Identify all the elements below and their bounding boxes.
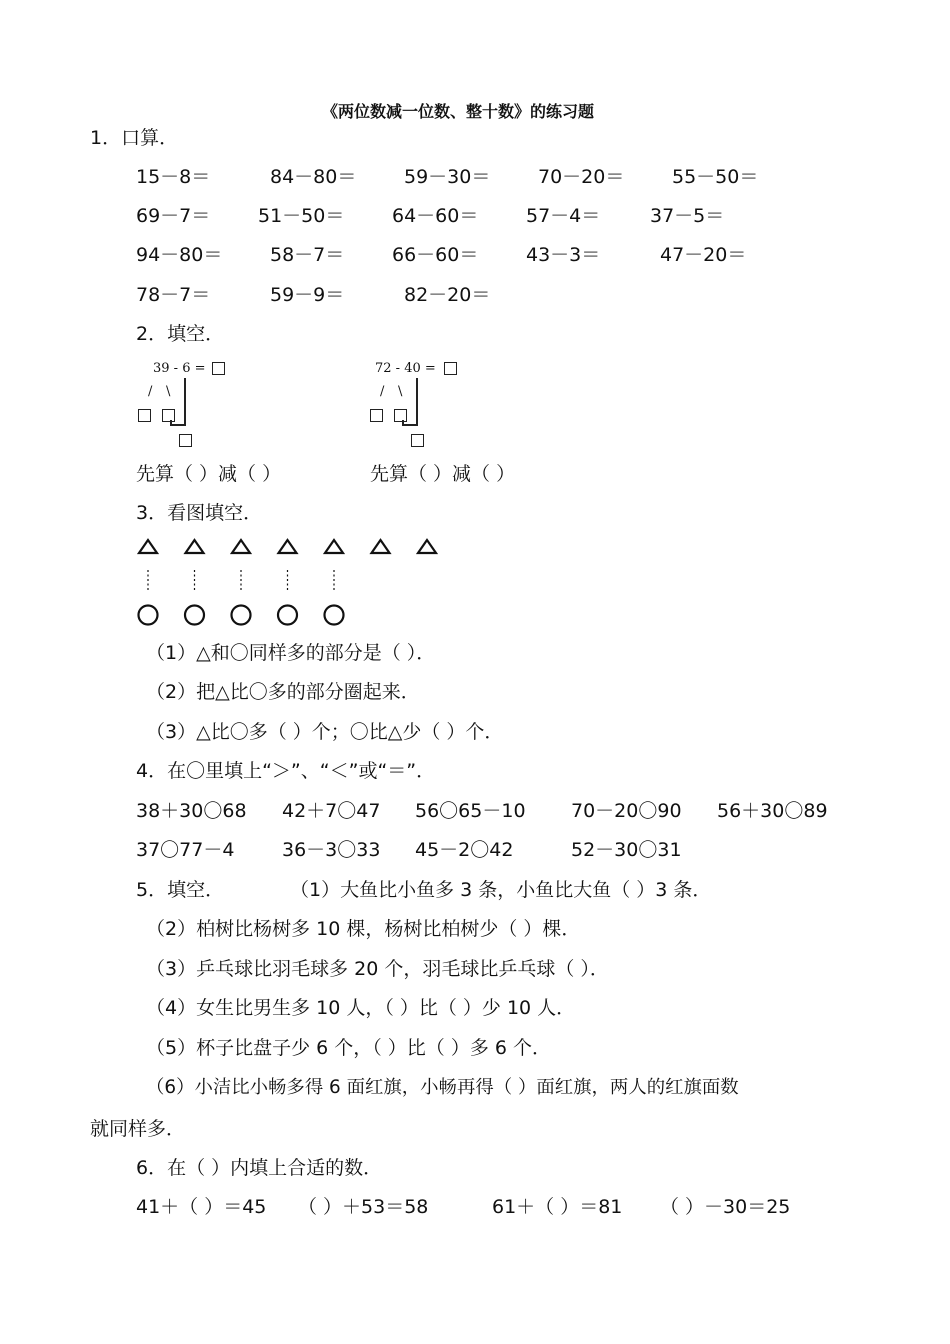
bracket-line [402, 424, 418, 426]
answer-box[interactable] [212, 362, 225, 375]
compare-item: 52－30〇31 [571, 839, 682, 861]
exercise-item: 37－5＝ [650, 205, 725, 227]
exercise-item: 82－20＝ [404, 284, 491, 306]
bracket-line [170, 424, 186, 426]
circle-row [139, 606, 344, 625]
answer-box[interactable] [444, 362, 457, 375]
exercise-item: 64－60＝ [392, 205, 479, 227]
triangle-icon [372, 540, 390, 553]
section-4-heading: 4．在〇里填上“＞”、“＜”或“＝”． [136, 760, 436, 782]
exercise-item: 15－8＝ [136, 166, 211, 188]
diagram-expression: 39 - 6 = [153, 361, 206, 376]
split-box-tens[interactable] [370, 409, 383, 422]
exercise-item: 57－4＝ [526, 205, 601, 227]
question-5-4: （4）女生比男生多 10 人，（ ）比（ ）少 10 人． [146, 997, 576, 1019]
exercise-item: 55－50＝ [672, 166, 759, 188]
split-box-ones[interactable] [394, 409, 407, 422]
split-box-ones[interactable] [162, 409, 175, 422]
exercise-item: 47－20＝ [660, 244, 747, 266]
dotted-connector-row [148, 570, 334, 590]
question-5-6-continued: 就同样多． [90, 1118, 186, 1140]
triangle-icon [232, 540, 250, 553]
exercise-item: 84－80＝ [270, 166, 357, 188]
compare-item: 42＋7〇47 [282, 800, 381, 822]
question-5-3: （3）乒乓球比羽毛球多 20 个，羽毛球比乒乓球（ ）． [146, 958, 609, 980]
calc-order-1: 先算（ ）减（ ） [136, 463, 282, 485]
circle-icon [232, 606, 251, 625]
compare-item: 45－2〇42 [415, 839, 514, 861]
split-slash-left-icon: / [148, 384, 153, 399]
bracket-line [416, 378, 418, 426]
circle-icon [278, 606, 297, 625]
triangle-icon [279, 540, 297, 553]
bracket-line [402, 420, 404, 426]
split-box-tens[interactable] [138, 409, 151, 422]
exercise-item: 94－80＝ [136, 244, 223, 266]
triangle-circle-figure [130, 534, 450, 630]
question-3-2: （2）把△比〇多的部分圈起来． [146, 681, 420, 703]
fill-blank-item: （ ）＋53＝58 [298, 1196, 429, 1218]
circle-icon [139, 606, 158, 625]
exercise-item: 43－3＝ [526, 244, 601, 266]
triangle-icon [325, 540, 343, 553]
exercise-item: 66－60＝ [392, 244, 479, 266]
compare-item: 36－3〇33 [282, 839, 381, 861]
triangle-icon [139, 540, 157, 553]
exercise-item: 51－50＝ [258, 205, 345, 227]
calc-order-2: 先算（ ）减（ ） [370, 463, 516, 485]
section-1-heading: 1．口算． [90, 127, 179, 149]
section-3-heading: 3．看图填空． [136, 502, 263, 524]
exercise-item: 59－9＝ [270, 284, 345, 306]
exercise-item: 78－7＝ [136, 284, 211, 306]
split-slash-left-icon: / [380, 384, 385, 399]
circle-icon [325, 606, 344, 625]
fill-blank-item: 61＋（ ）＝81 [492, 1196, 623, 1218]
question-5-6: （6）小洁比小畅多得 6 面红旗，小畅再得（ ）面红旗，两人的红旗面数 [146, 1077, 739, 1098]
section-2-heading: 2．填空． [136, 323, 225, 345]
triangle-icon [186, 540, 204, 553]
compare-item: 70－20〇90 [571, 800, 682, 822]
bracket-line [184, 378, 186, 426]
question-5-2: （2）柏树比杨树多 10 棵，杨树比柏树少（ ）棵． [146, 918, 581, 940]
exercise-item: 69－7＝ [136, 205, 211, 227]
triangle-icon [418, 540, 436, 553]
page-title: 《两位数减一位数、整十数》的练习题 [322, 102, 595, 121]
question-5-5: （5）杯子比盘子少 6 个，（ ）比（ ）多 6 个． [146, 1037, 552, 1059]
split-slash-right-icon: \ [166, 384, 171, 399]
exercise-item: 58－7＝ [270, 244, 345, 266]
intermediate-result-box[interactable] [411, 434, 424, 447]
compare-item: 56＋30〇89 [717, 800, 828, 822]
fill-blank-item: 41＋（ ）＝45 [136, 1196, 267, 1218]
compare-item: 38＋30〇68 [136, 800, 247, 822]
question-5-1: （1）大鱼比小鱼多 3 条，小鱼比大鱼（ ）3 条． [290, 879, 712, 901]
compare-item: 56〇65－10 [415, 800, 526, 822]
split-slash-right-icon: \ [398, 384, 403, 399]
exercise-item: 70－20＝ [538, 166, 625, 188]
question-3-1: （1）△和〇同样多的部分是（ ）． [146, 642, 436, 664]
compare-item: 37〇77－4 [136, 839, 235, 861]
bracket-line [170, 420, 172, 426]
circle-icon [185, 606, 204, 625]
intermediate-result-box[interactable] [179, 434, 192, 447]
triangle-row [139, 540, 436, 553]
question-3-3: （3）△比〇多（ ）个；〇比△少（ ）个． [146, 721, 504, 743]
section-6-heading: 6．在（ ）内填上合适的数． [136, 1157, 383, 1179]
diagram-expression: 72 - 40 = [375, 361, 436, 376]
exercise-item: 59－30＝ [404, 166, 491, 188]
section-5-heading: 5．填空． [136, 879, 225, 901]
fill-blank-item: （ ）－30＝25 [660, 1196, 791, 1218]
